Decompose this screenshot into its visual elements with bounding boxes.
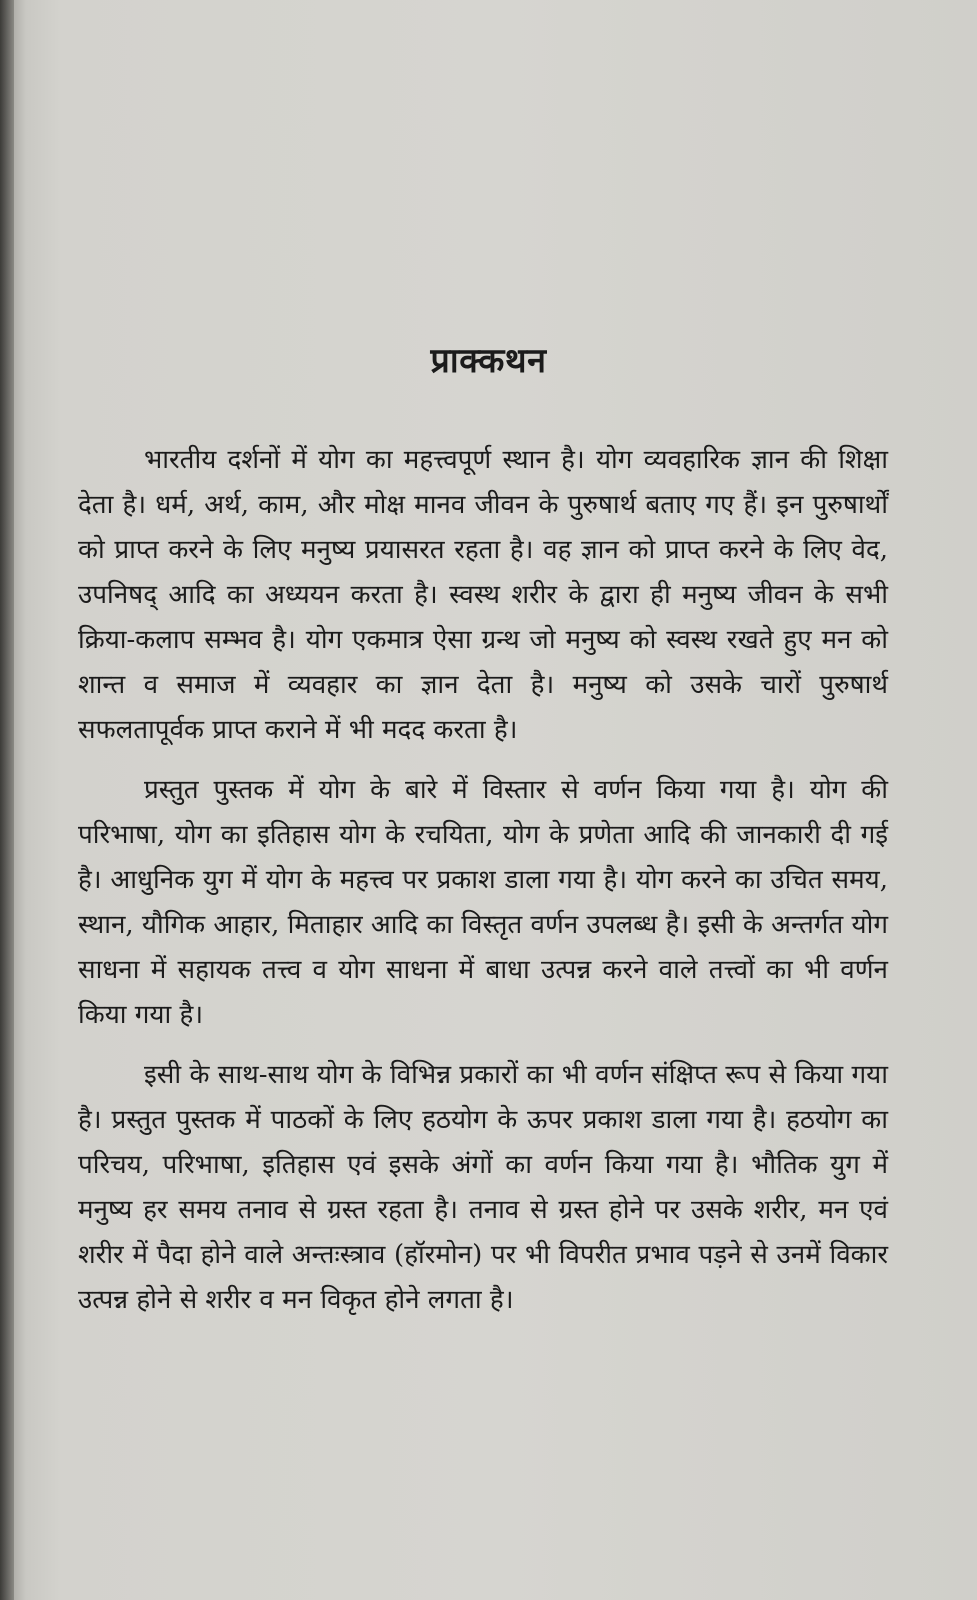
body-text (78, 438, 888, 1338)
paragraph-2: प्रस्तुत पुस्तक में योग के बारे में विस्तार से वर्णन किया गया है। योग की परिभाषा, योग का इतिहास योग के रचयिता, योग के प्रणेता आदि की जानकारी दी गई है। आधुनिक युग में योग के महत्त्व पर प्रकाश डाला गया है। योग करने का उचित समय, स्थान, यौगिक आहार, मिताहार आदि का विस्तृत वर्णन उपलब्ध है। इसी के अन्तर्गत योग साधना में सहायक तत्त्व व योग साधना में बाधा उत्पन्न करने वाले तत्त्वों का भी वर्णन किया गया है। (78, 775, 888, 1030)
show-through-texture (30, 60, 860, 164)
page-title: प्राक्कथन (430, 341, 547, 381)
book-page-edge (0, 0, 14, 1600)
paragraph-3: इसी के साथ-साथ योग के विभिन्न प्रकारों का भी वर्णन संक्षिप्त रूप से किया गया है। प्रस्तुत पुस्तक में पाठकों के लिए हठयोग के ऊपर प्रकाश डाला गया है। हठयोग का परिचय, परिभाषा, इतिहास एवं इसके अंगों का वर्णन किया गया है। भौतिक युग में मनुष्य हर समय तनाव से ग्रस्त रहता है। तनाव से ग्रस्त होने पर उसके शरीर, मन एवं शरीर में पैदा होने वाले अन्तःस्त्राव (हॉरमोन) पर भी विपरीत प्रभाव पड़ने से उनमें विकार उत्पन्न होने से शरीर व मन विकृत होने लगता है। (78, 1060, 888, 1315)
paragraph-1: भारतीय दर्शनों में योग का महत्त्वपूर्ण स्थान है। योग व्यवहारिक ज्ञान की शिक्षा देता है। धर्म, अर्थ, काम, और मोक्ष मानव जीवन के पुरुषार्थ बताए गए हैं। इन पुरुषार्थों को प्राप्त करने के लिए मनुष्य प्रयासरत रहता है। वह ज्ञान को प्राप्त करने के लिए वेद, उपनिषद् आदि का अध्ययन करता है। स्वस्थ शरीर के द्वारा ही मनुष्य जीवन के सभी क्रिया-कलाप सम्भव है। योग एकमात्र ऐसा ग्रन्थ जो मनुष्य को स्वस्थ रखते हुए मन को शान्त व समाज में व्यवहार का ज्ञान देता है। मनुष्य को उसके चारों पुरुषार्थ सफलतापूर्वक प्राप्त कराने में भी मदद करता है। (78, 445, 888, 745)
